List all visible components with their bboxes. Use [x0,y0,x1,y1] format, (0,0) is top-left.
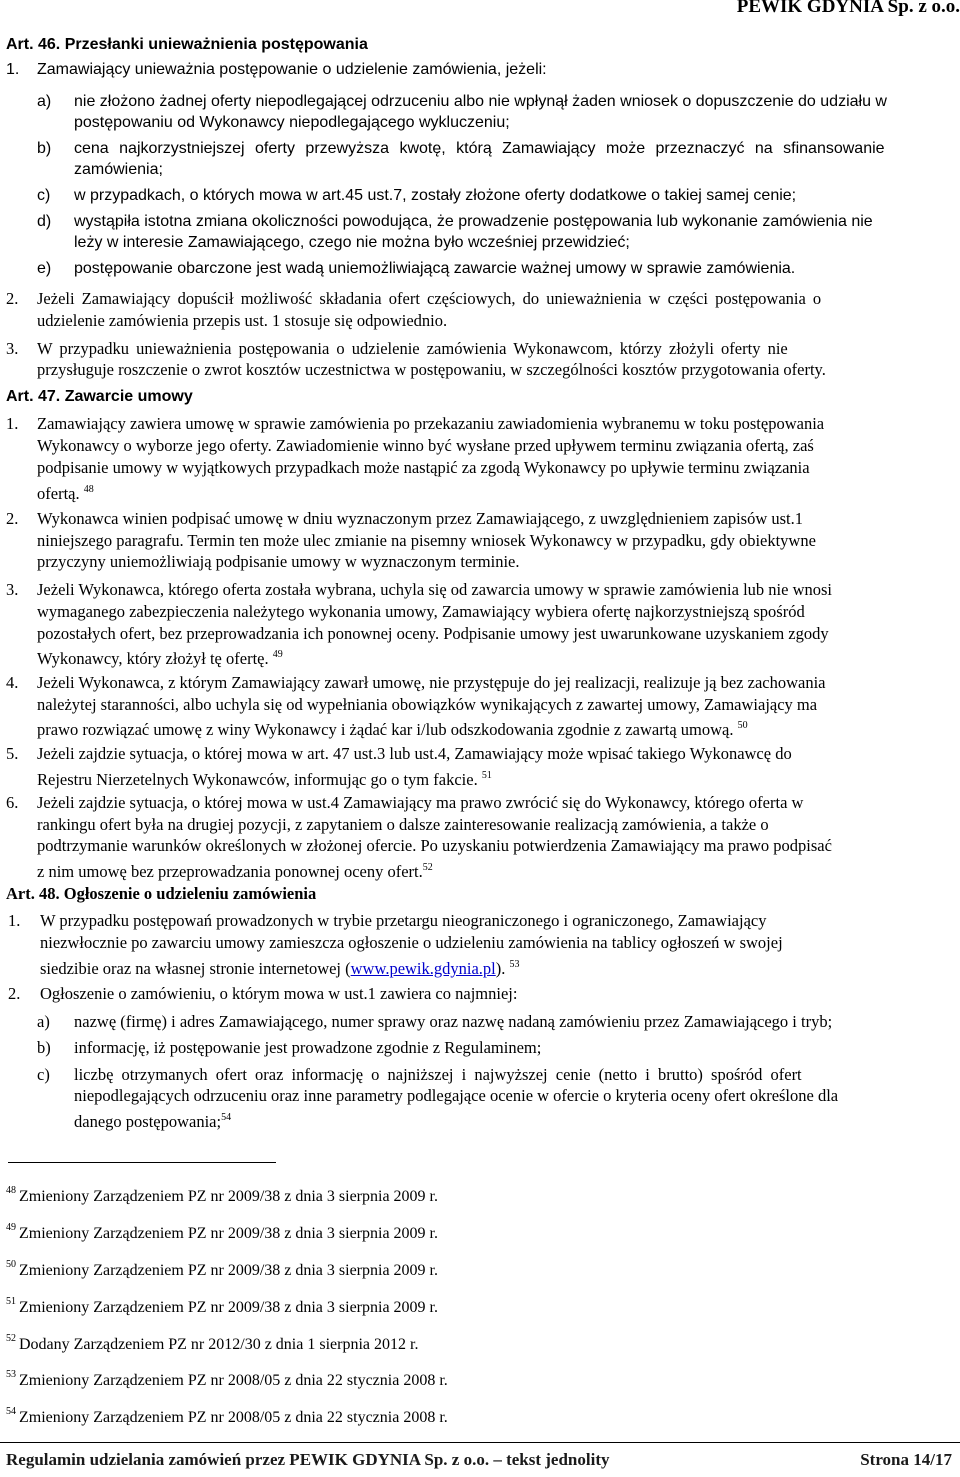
art46-c-line1: w przypadkach, o których mowa w art.45 ust.7, zostały złożone oferty dodatkowe o takiej samej cenie; [74,187,797,204]
footnote-ref-53: 53 [509,959,520,970]
footnote-ref-52: 52 [422,862,433,873]
art47-p6-line1: Jeżeli zajdzie sytuacja, o której mowa w ust.4 Zamawiający ma prawo zwrócić się do Wykonawcy, którego oferta w [37,793,804,812]
footnote-ref-51: 51 [481,770,492,781]
art47-p2-line3: przyczyny uniemożliwiają podpisanie umowy w wyznaczonym terminie. [37,552,520,571]
art47-p3-line2: wymaganego zabezpieczenia należytego wykonania umowy, Zamawiający wybiera ofertę najkorzystniejszą spośród [37,602,805,621]
footnote-number: 50 [6,1259,16,1270]
footnote-text: Zmieniony Zarządzeniem PZ nr 2009/38 z dnia 3 sierpnia 2009 r. [19,1188,438,1205]
art48-b-label: b) [37,1038,51,1057]
art48-p2-line1: Ogłoszenie o zamówieniu, o którym mowa w ust.1 zawiera co najmniej: [40,984,518,1003]
art47-p1-num: 1. [6,414,19,433]
footnote-text: Zmieniony Zarządzeniem PZ nr 2009/38 z dnia 3 sierpnia 2009 r. [19,1262,438,1279]
art46-title: Art. 46. Przesłanki unieważnienia postępowania [6,36,368,53]
footnote-49 [6,1222,438,1243]
art48-p1-line3: siedzibie oraz na własnej stronie internetowej (www.pewik.gdynia.pl). $^{53}$ [40,959,520,978]
art46-p2-line2: udzielenie zamówienia przepis ust. 1 stosuje się odpowiednio. [37,311,448,330]
art46-p2-num: 2. [6,289,19,308]
footnote-number: 49 [6,1222,16,1233]
footnote-text: Zmieniony Zarządzeniem PZ nr 2009/38 z dnia 3 sierpnia 2009 r. [19,1225,438,1242]
footnote-53 [6,1369,448,1390]
art48-c-line2: niepodlegających odrzuceniu oraz inne parametry podlegające ocenie w ofercie o kryteria oceny ofert określone dla [74,1086,839,1105]
art47-p5-line2: Rejestru Nierzetelnych Wykonawców, informując go o tym fakcie. $^{51}$ [37,770,492,789]
footer-title: Regulamin udzielania zamówień przez PEWIK GDYNIA Sp. z o.o. – tekst jednolity [6,1450,610,1469]
art48-p1-num: 1. [8,911,21,930]
footnote-50 [6,1259,438,1280]
art48-a-label: a) [37,1012,50,1031]
footnote-48 [6,1185,438,1206]
footnote-ref-50: 50 [737,720,748,731]
art48-b-line1: informację, iż postępowanie jest prowadzone zgodnie z Regulaminem; [74,1038,542,1057]
art48-c-line3: danego postępowania;$^{54}$ [74,1112,232,1131]
art47-p4-num: 4. [6,673,19,692]
header-company: PEWIK GDYNIA Sp. z o.o. [736,0,960,17]
footnote-text: Zmieniony Zarządzeniem PZ nr 2008/05 z dnia 22 stycznia 2008 r. [19,1409,448,1426]
art47-p6-line2: rankingu ofert była na drugiej pozycji, z zapytaniem o dalsze zainteresowanie realizacją zamówienia, a także o [37,815,769,834]
footnote-54 [6,1406,448,1427]
footer-page-number: Strona 14/17 [860,1450,952,1469]
art46-a-line1: nie złożono żadnej oferty niepodlegającej odrzuceniu albo nie wpłynął żaden wniosek o dopuszczenie do udziału w [74,93,887,110]
art48-p1-line2: niezwłocznie po zawarciu umowy zamieszcza ogłoszenie o udzieleniu zamówienia na tablicy ogłoszeń w swojej [40,933,783,952]
art47-p5-line1: Jeżeli zajdzie sytuacja, o której mowa w art. 47 ust.3 lub ust.4, Zamawiający może wpisać takiego Wykonawcę do [37,744,792,763]
art46-d-label: d) [37,213,52,230]
art46-e-label: e) [37,260,52,277]
art48-c-line1: liczbę otrzymanych ofert oraz informację o najniższej i najwyższej cenie (netto i brutto) spośród ofert [74,1065,802,1084]
art46-b-line1: cena najkorzystniejszej oferty przewyższa kwotę, którą Zamawiający może przeznaczyć na sfinansowanie [74,140,885,157]
footnote-number: 54 [6,1406,16,1417]
footnote-number: 52 [6,1333,16,1344]
art46-p1-num: 1. [6,61,20,78]
art46-b-line2: zamówienia; [74,161,163,178]
website-link[interactable]: www.pewik.gdynia.pl [350,959,496,978]
art46-d-line1: wystąpiła istotna zmiana okoliczności powodująca, że prowadzenie postępowania lub wykonanie zamówienia nie [74,213,873,230]
art47-title: Art. 47. Zawarcie umowy [6,388,193,405]
footnote-number: 51 [6,1296,16,1307]
art47-p4-line1: Jeżeli Wykonawca, z którym Zamawiający zawarł umowę, nie przystępuje do jej realizacji, realizuje ją bez zachowania [37,673,826,692]
art47-p6-line4: z nim umowę bez przeprowadzania ponownej oceny ofert.$^{52}$ [37,862,433,881]
footnote-separator [8,1162,276,1163]
art47-p1-line2: Wykonawcy o wyborze jego oferty. Zawiadomienie winno być wysłane przed upływem terminu związania ofertą, zaś [37,436,814,455]
art46-p3-line1: W przypadku unieważnienia postępowania o udzielenie zamówienia Wykonawcom, którzy złożyli oferty nie [37,339,788,358]
art46-p3-num: 3. [6,339,19,358]
art46-p2-line1: Jeżeli Zamawiający dopuścił możliwość składania ofert częściowych, do unieważnienia w części postępowania o [37,289,822,308]
art47-p1-line1: Zamawiający zawiera umowę w sprawie zamówienia po przekazaniu zawiadomienia wybranemu w toku postępowania [37,414,825,433]
art46-d-line2: leży w interesie Zamawiającego, czego nie można było wcześniej przewidzieć; [74,234,630,251]
footnote-51 [6,1296,438,1317]
art46-a-line2: postępowaniu od Wykonawcy niepodlegającego wykluczeniu; [74,114,510,131]
art46-e-line1: postępowanie obarczone jest wadą uniemożliwiającą zawarcie ważnej umowy w sprawie zamówienia. [74,260,796,277]
art47-p3-line3: pozostałych ofert, bez przeprowadzania ich ponownej oceny. Podpisanie umowy jest uwarunkowane uzyskaniem zgody [37,624,829,643]
art47-p1-line3: podpisanie umowy w wyjątkowych przypadkach może nastąpić za zgodą Wykonawcy po upływie terminu związania [37,458,810,477]
footnote-text: Zmieniony Zarządzeniem PZ nr 2008/05 z dnia 22 stycznia 2008 r. [19,1372,448,1389]
art47-p2-line1: Wykonawca winien podpisać umowę w dniu wyznaczonym przez Zamawiającego, z uwzględnieniem zapisów ust.1 [37,509,803,528]
art48-title: Art. 48. Ogłoszenie o udzieleniu zamówienia [6,884,317,903]
footnote-ref-48: 48 [83,484,94,495]
footnote-text: Dodany Zarządzeniem PZ nr 2012/30 z dnia 1 sierpnia 2012 r. [19,1336,419,1353]
art46-p3-line2: przysługuje roszczenie o zwrot kosztów uczestnictwa w postępowaniu, w szczególności kosztów przygotowania oferty. [37,360,826,379]
art48-p1-line1: W przypadku postępowań prowadzonych w trybie przetargu nieograniczonego i ograniczonego, Zamawiający [40,911,767,930]
art48-p2-num: 2. [8,984,21,1003]
art47-p5-num: 5. [6,744,19,763]
art47-p3-num: 3. [6,580,19,599]
art47-p2-line2: niniejszego paragrafu. Termin ten może ulec zmianie na pisemny wniosek Wykonawcy w przypadku, gdy obiektywne [37,531,816,550]
art47-p3-line4: Wykonawcy, który złożył tę ofertę. $^{49}$ [37,649,283,668]
footer-rule [0,1442,960,1443]
art47-p6-line3: podtrzymanie warunków określonych w złożonej ofercie. Po uzyskaniu potwierdzenia Zamawiający ma prawo podpisać [37,836,832,855]
footnote-text: Zmieniony Zarządzeniem PZ nr 2009/38 z dnia 3 sierpnia 2009 r. [19,1299,438,1316]
footnote-ref-54: 54 [221,1112,232,1123]
art48-c-label: c) [37,1065,50,1084]
art48-a-line1: nazwę (firmę) i adres Zamawiającego, numer sprawy oraz nazwę nadaną zamówieniu przez Zamawiającego i tryb; [74,1012,833,1031]
art46-p1-text: Zamawiający unieważnia postępowanie o udzielenie zamówienia, jeżeli: [37,61,547,78]
art47-p1-line4: ofertą. $^{48}$ [37,484,94,503]
footnote-ref-49: 49 [272,649,283,660]
art46-c-label: c) [37,187,51,204]
art47-p3-line1: Jeżeli Wykonawca, którego oferta została wybrana, uchyla się od zawarcia umowy w sprawie zamówienia lub nie wnosi [37,580,832,599]
footnote-number: 53 [6,1369,16,1380]
art47-p4-line3: prawo rozwiązać umowę z winy Wykonawcy i żądać kar i/lub odszkodowania zgodnie z zawartą umową. $^{50}$ [37,720,748,739]
art46-a-label: a) [37,93,52,110]
art47-p6-num: 6. [6,793,19,812]
art47-p4-line2: należytej staranności, albo uchyla się od wypełniania obowiązków wynikających z zawartej umowy, Zamawiający ma [37,695,818,714]
art47-p2-num: 2. [6,509,19,528]
art46-b-label: b) [37,140,52,157]
footnote-number: 48 [6,1185,16,1196]
footnote-52 [6,1333,418,1354]
